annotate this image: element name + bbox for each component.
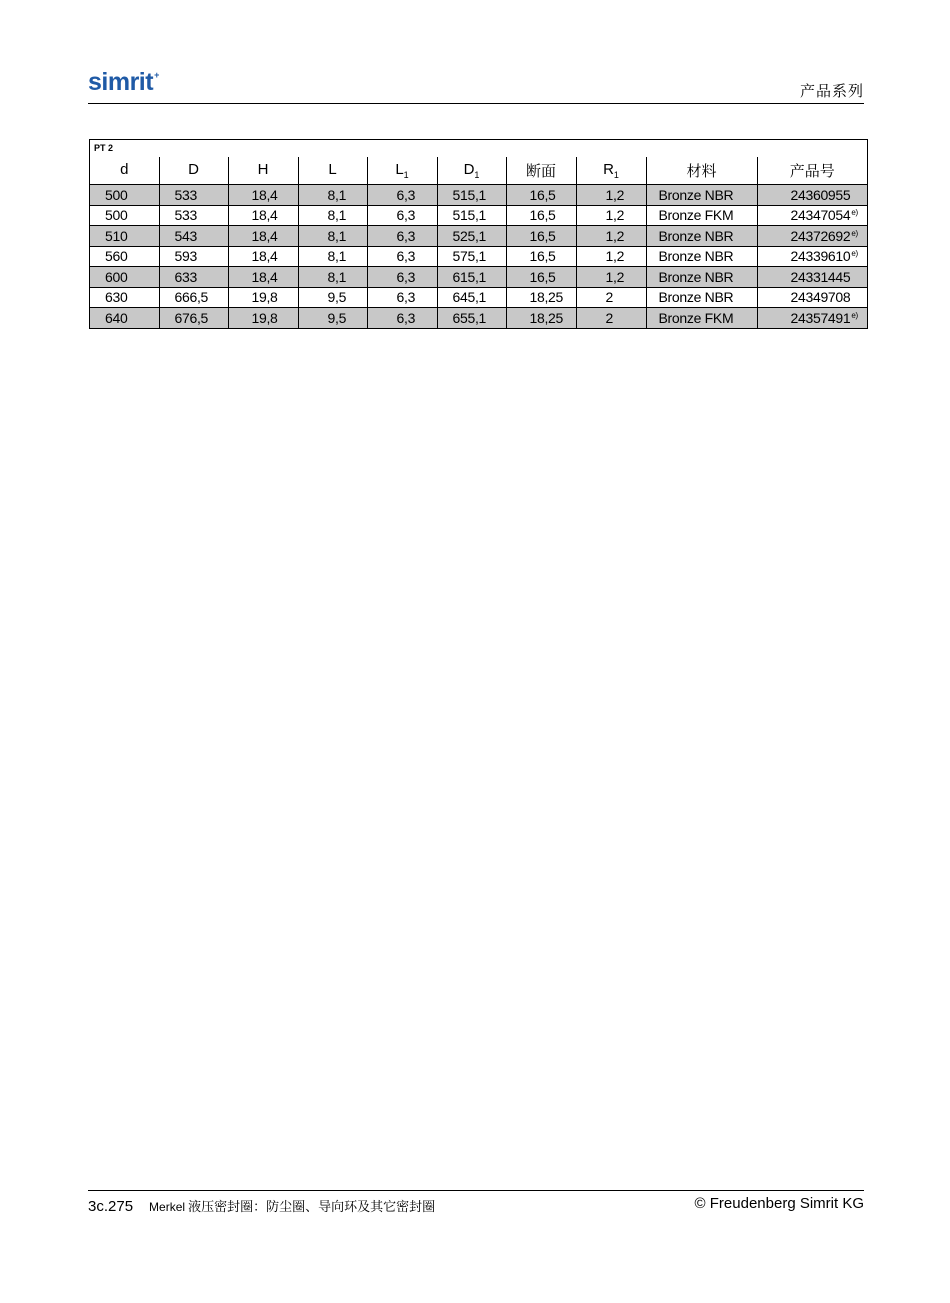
cell-H: 18,4 [228,226,298,247]
cell-section: 16,5 [506,246,576,267]
cell-H: 19,8 [228,287,298,308]
cell-H: 18,4 [228,185,298,206]
cell-material: Bronze NBR [646,226,757,247]
table-row [90,185,867,206]
cell-R1: 1,2 [576,185,646,206]
cell-D: 533 [159,205,228,226]
cell-H: 19,8 [228,308,298,329]
cell-L: 8,1 [298,185,367,206]
cell-material: Bronze NBR [646,267,757,288]
cell-D1: 515,1 [437,205,506,226]
cell-part-no: 24372692$^{e)}$ [757,226,867,247]
cell-d: 560 [90,246,159,267]
col-header-D1: $D_1$ [437,157,506,185]
cell-L1: 6,3 [367,287,437,308]
table-row [90,287,867,308]
col-header-H: H [228,157,298,185]
cell-d: 600 [90,267,159,288]
cell-D1: 525,1 [437,226,506,247]
footer-brand: Merkel [149,1200,186,1214]
cell-L: 8,1 [298,226,367,247]
cell-L1: 6,3 [367,308,437,329]
footer-description: 液压密封圈：防尘圈、导向环及其它密封圈 [188,1200,436,1215]
cell-D1: 645,1 [437,287,506,308]
cell-R1: 1,2 [576,205,646,226]
cell-L1: 6,3 [367,185,437,206]
cell-D: 676,5 [159,308,228,329]
cell-L: 9,5 [298,287,367,308]
cell-H: 18,4 [228,246,298,267]
cell-material: Bronze FKM [646,308,757,329]
col-header-L1: $L_1$ [367,157,437,185]
cell-L1: 6,3 [367,226,437,247]
cell-material: Bronze NBR [646,287,757,308]
table-header-row [90,157,867,185]
cell-R1: 1,2 [576,246,646,267]
cell-L1: 6,3 [367,267,437,288]
cell-D: 533 [159,185,228,206]
cell-part-no: 24357491$^{e)}$ [757,308,867,329]
cell-R1: 1,2 [576,267,646,288]
footer-left [88,1196,435,1215]
col-header-part-no: 产品号 [757,157,867,185]
table-row [90,205,867,226]
simrit-logo [88,68,159,97]
footnote-marker: e) [851,249,858,259]
cell-L: 8,1 [298,205,367,226]
cell-H: 18,4 [228,267,298,288]
cell-material: Bronze NBR [646,246,757,267]
header-divider [88,103,864,104]
cell-section: 16,5 [506,226,576,247]
cell-section: 16,5 [506,205,576,226]
cell-d: 500 [90,205,159,226]
logo-mark: + [154,70,159,80]
cell-part-no: 24331445 [757,267,867,288]
product-table [89,139,868,329]
cell-d: 510 [90,226,159,247]
footnote-marker: e) [851,310,858,320]
cell-H: 18,4 [228,205,298,226]
cell-D1: 575,1 [437,246,506,267]
cell-D: 543 [159,226,228,247]
footnote-marker: e) [851,208,858,218]
col-header-D: D [159,157,228,185]
cell-L: 8,1 [298,246,367,267]
cell-R1: 2 [576,287,646,308]
cell-R1: 2 [576,308,646,329]
table-row [90,246,867,267]
cell-material: Bronze NBR [646,185,757,206]
cell-d: 640 [90,308,159,329]
logo-text: simrit [88,68,154,96]
cell-d: 500 [90,185,159,206]
col-header-L: L [298,157,367,185]
cell-section: 16,5 [506,267,576,288]
table-row [90,267,867,288]
cell-part-no: 24347054$^{e)}$ [757,205,867,226]
col-header-R1: $R_1$ [576,157,646,185]
col-header-section: 断面 [506,157,576,185]
header-title: 产品系列 [799,82,864,100]
cell-D1: 515,1 [437,185,506,206]
cell-R1: 1,2 [576,226,646,247]
dimensions-table [90,157,867,329]
col-header-d: d [90,157,159,185]
cell-section: 18,25 [506,287,576,308]
cell-d: 630 [90,287,159,308]
footer-copyright: © Freudenberg Simrit KG [694,1195,864,1212]
cell-L: 8,1 [298,267,367,288]
cell-L1: 6,3 [367,246,437,267]
cell-part-no: 24339610$^{e)}$ [757,246,867,267]
footnote-marker: e) [851,228,858,238]
page-number: 3c.275 [88,1198,134,1215]
table-row [90,226,867,247]
cell-section: 18,25 [506,308,576,329]
cell-D1: 615,1 [437,267,506,288]
cell-D: 633 [159,267,228,288]
cell-D: 593 [159,246,228,267]
cell-material: Bronze FKM [646,205,757,226]
cell-part-no: 24349708 [757,287,867,308]
table-row [90,308,867,329]
cell-L: 9,5 [298,308,367,329]
cell-section: 16,5 [506,185,576,206]
col-header-material: 材料 [646,157,757,185]
series-label: PT 2 [94,143,114,153]
cell-part-no: 24360955 [757,185,867,206]
footer-divider [88,1190,864,1191]
cell-L1: 6,3 [367,205,437,226]
cell-D1: 655,1 [437,308,506,329]
cell-D: 666,5 [159,287,228,308]
